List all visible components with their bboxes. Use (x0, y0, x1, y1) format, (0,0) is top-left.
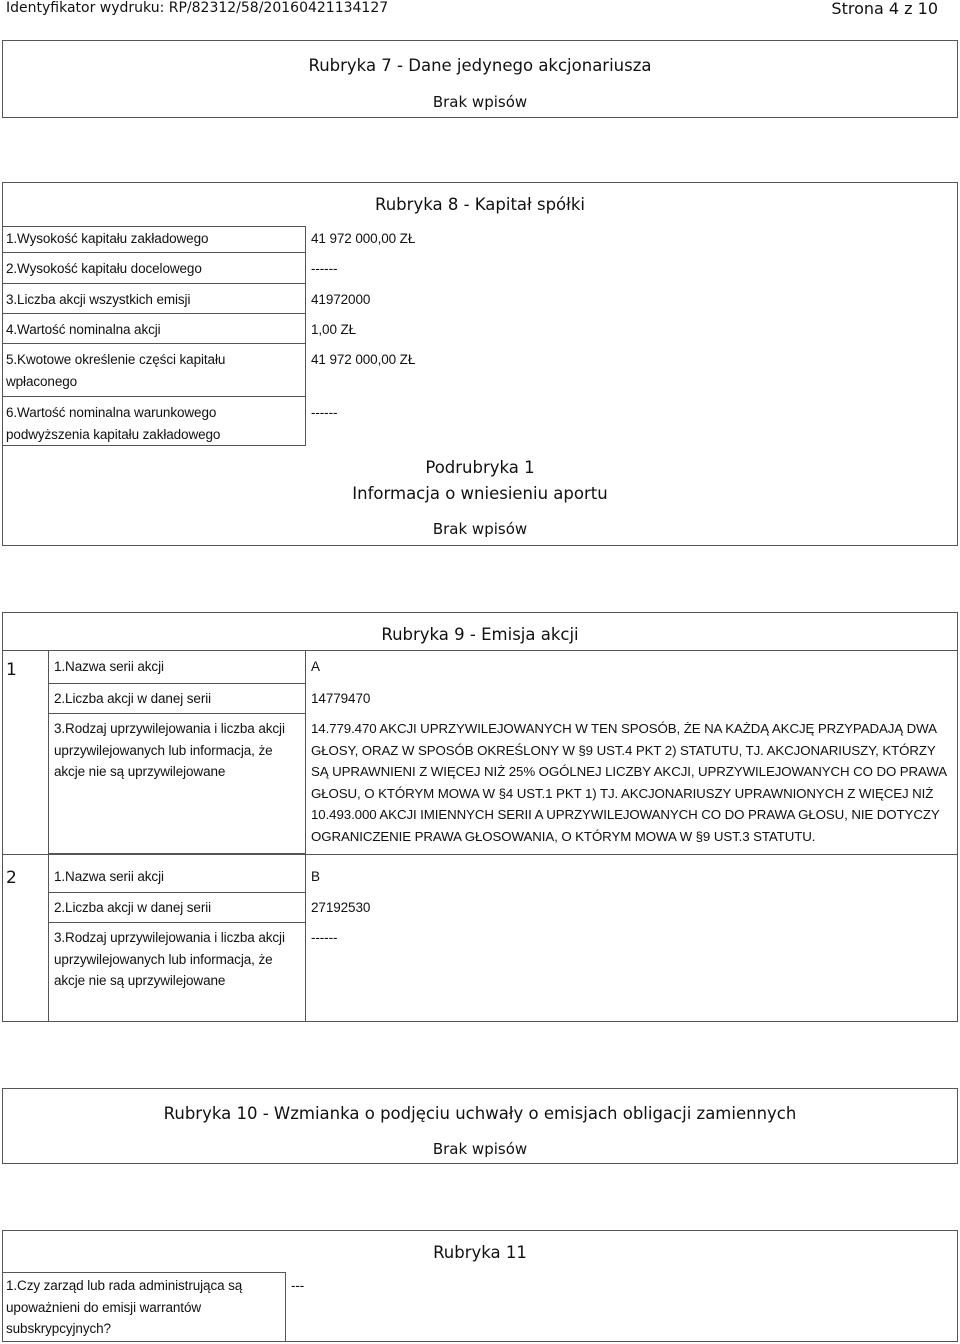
empty-entries: Brak wpisów (432, 1140, 528, 1158)
capital-row-value: 41972000 (311, 292, 371, 307)
section-title: Rubryka 10 - Wzmianka o podjęciu uchwały o emisjach obligacji zamiennych (163, 1104, 797, 1123)
section-title: Rubryka 9 - Emisja akcji (381, 625, 579, 644)
capital-row-value: 41 972 000,00 ZŁ (311, 231, 416, 246)
row-divider (48, 683, 306, 684)
share-count-label: 2.Liczba akcji w danej serii (54, 900, 212, 915)
capital-row-value: ------ (311, 261, 338, 276)
capital-row-label: 3.Liczba akcji wszystkich emisji (6, 292, 191, 307)
capital-row-label: 6.Wartość nominalna warunkowego podwyższenia kapitału zakładowego (6, 405, 221, 442)
row-divider (48, 713, 306, 714)
series-name-label: 1.Nazwa serii akcji (54, 659, 164, 674)
print-identifier: Identyfikator wydruku: RP/82312/58/20160421134127 (6, 0, 389, 16)
capital-row-value: 41 972 000,00 ZŁ (311, 352, 416, 367)
section-title: Rubryka 11 (433, 1243, 527, 1262)
series-name-value: A (311, 659, 320, 674)
capital-row-label: 4.Wartość nominalna akcji (6, 322, 161, 337)
item-number: 2 (6, 868, 17, 888)
item-number: 1 (6, 660, 17, 680)
empty-entries: Brak wpisów (432, 520, 528, 538)
privilege-value: ------ (311, 930, 338, 945)
row-divider (2, 343, 306, 344)
subsection-subtitle: Informacja o wniesieniu aportu (352, 484, 608, 503)
empty-entries: Brak wpisów (432, 93, 528, 111)
row-divider (48, 922, 306, 923)
share-count-value: 14779470 (311, 691, 371, 706)
privilege-label: 3.Rodzaj uprzywilejowania i liczba akcji uprzywilejowanych lub informacja, że akcje nie są uprzywilejowane (54, 721, 285, 779)
warrants-question-value: --- (291, 1278, 305, 1293)
capital-row-label: 5.Kwotowe określenie części kapitału wpłaconego (6, 352, 226, 389)
series-name-label: 1.Nazwa serii akcji (54, 869, 164, 884)
capital-row-label: 1.Wysokość kapitału zakładowego (6, 231, 209, 246)
row-divider (2, 252, 306, 253)
section-rubryka-7 (2, 40, 958, 118)
row-divider (2, 283, 306, 284)
section-rubryka-10 (2, 1088, 958, 1164)
share-count-value: 27192530 (311, 900, 371, 915)
capital-row-value: ------ (311, 405, 338, 420)
section-title: Rubryka 8 - Kapitał spółki (375, 195, 585, 214)
subsection-podrubryka-1 (2, 446, 958, 546)
row-divider (48, 892, 306, 893)
section-title: Rubryka 7 - Dane jedynego akcjonariusza (308, 56, 652, 75)
page-number: Strona 4 z 10 (831, 0, 938, 18)
subsection-title: Podrubryka 1 (425, 458, 535, 477)
privilege-value: 14.779.470 AKCJI UPRZYWILEJOWANYCH W TEN SPOSÓB, ŻE NA KAŻDĄ AKCJĘ PRZYPADAJĄ DWA GŁOSY, ORAZ W SPOSÓB OKREŚLONY W §9 UST.4 PKT 2) STATUTU, TJ. AKCJONARIUSZY, KTÓRZY SĄ UPRAWNIENI Z WIĘCEJ NIŻ 25% OGÓLNEJ LICZBY AKCJI, UPRZYWILEJOWANYCH CO DO PRAWA GŁOSU, O KTÓRYM MOWA W §4 UST.1 PKT 1) TJ. AKCJONARIUSZY UPRAWNIONYCH Z WIĘCEJ NIŻ 10.493.000 AKCJI IMIENNYCH SERII A UPRZYWILEJOWANYCH CO DO PRAWA GŁOSU, NIE DOTYCZY OGRANICZENIE PRAWA GŁOSOWANIA, O KTÓRYM MOWA W §9 UST.3 STATUTU. (311, 721, 947, 844)
series-name-value: B (311, 869, 320, 884)
warrants-question-label: 1.Czy zarząd lub rada administrująca są upoważnieni do emisji warrantów subskrypcyjnych? (6, 1278, 243, 1336)
capital-row-value: 1,00 ZŁ (311, 322, 357, 337)
row-divider (2, 313, 306, 314)
capital-row-label: 2.Wysokość kapitału docelowego (6, 261, 202, 276)
row-divider (2, 396, 306, 397)
share-count-label: 2.Liczba akcji w danej serii (54, 691, 212, 706)
privilege-label: 3.Rodzaj uprzywilejowania i liczba akcji uprzywilejowanych lub informacja, że akcje nie są uprzywilejowane (54, 930, 285, 988)
